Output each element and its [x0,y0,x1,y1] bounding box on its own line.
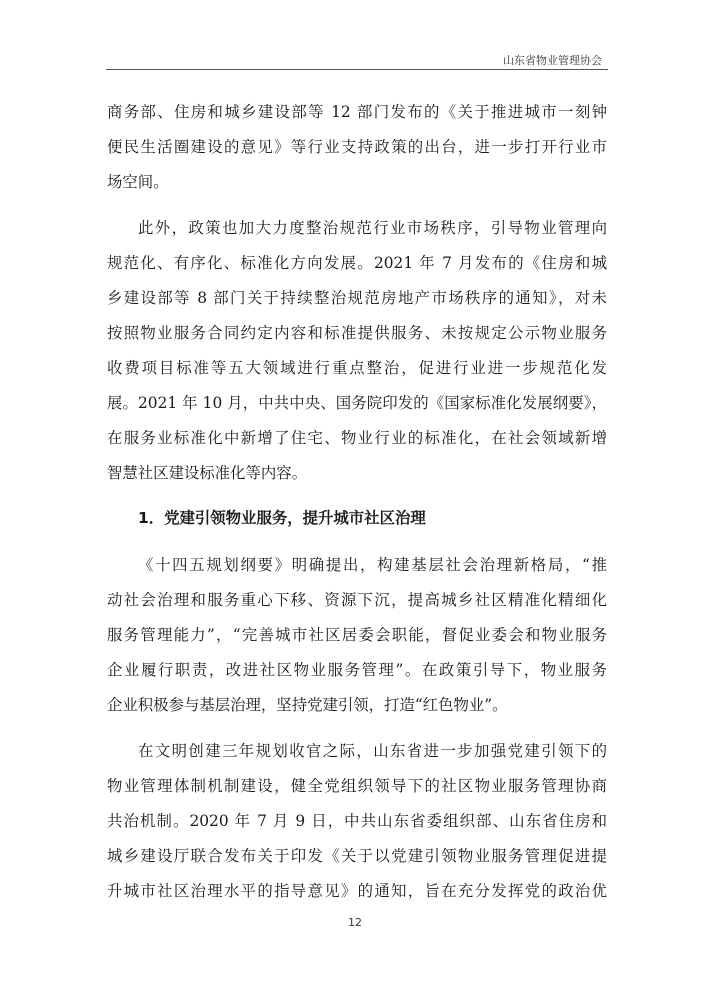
text-line: 共治机制。2020 年 7 月 9 日，中共山东省委组织部、山东省住房和 [107,812,607,830]
text-line: 《十四五规划纲要》明确提出，构建基层社会治理新格局，“推 [138,556,607,574]
section-heading: 1．党建引领物业服务，提升城市社区治理 [138,509,426,527]
text-line: 便民生活圈建设的意见》等行业支持政策的出台，进一步打开行业市 [107,138,607,156]
text-line: 按照物业服务合同约定内容和标准提供服务、未按规定公示物业服务 [107,324,607,342]
text-line: 收费项目标准等五大领域进行重点整治，促进行业进一步规范化发 [107,359,607,377]
page-header [106,52,608,69]
text-line: 在文明创建三年规划收官之际，山东省进一步加强党建引领下的 [138,742,607,760]
paragraph [107,95,607,200]
text-line: 规范化、有序化、标准化方向发展。2021 年 7 月发布的《住房和城 [107,254,607,272]
text-line: 智慧社区建设标准化等内容。 [107,464,308,482]
header-org-name: 山东省物业管理协会 [503,54,602,67]
text-line: 场空间。 [107,173,169,191]
text-line: 在服务业标准化中新增了住宅、物业行业的标准化，在社会领域新增 [107,429,607,447]
text-line: 企业履行职责，改进社区物业服务管理”。在政策引导下，物业服务 [107,661,607,679]
text-line: 此外，政策也加大力度整治规范行业市场秩序，引导物业管理向 [138,219,607,237]
document-body [107,95,607,909]
text-line: 乡建设部等 8 部门关于持续整治规范房地产市场秩序的通知》，对未 [107,289,607,307]
page-number: 12 [348,916,362,929]
text-line: 企业积极参与基层治理，坚持党建引领，打造“红色物业”。 [107,696,508,714]
paragraph [107,734,607,909]
text-line: 展。2021 年 10 月，中共中央、国务院印发的《国家标准化发展纲要》， [107,394,607,412]
header-rule [106,69,608,70]
text-line: 升城市社区治理水平的指导意见》的通知，旨在充分发挥党的政治优 [107,882,607,900]
text-line: 商务部、住房和城乡建设部等 12 部门发布的《关于推进城市一刻钟 [107,103,607,121]
text-line: 城乡建设厅联合发布关于印发《关于以党建引领物业服务管理促进提 [107,847,607,865]
paragraph [107,548,607,723]
paragraph [107,211,607,491]
text-line: 动社会治理和服务重心下移、资源下沉，提高城乡社区精准化精细化 [107,591,607,609]
text-line: 物业管理体制机制建设，健全党组织领导下的社区物业服务管理协商 [107,777,607,795]
text-line: 服务管理能力”，“完善城市社区居委会职能，督促业委会和物业服务 [107,626,607,644]
